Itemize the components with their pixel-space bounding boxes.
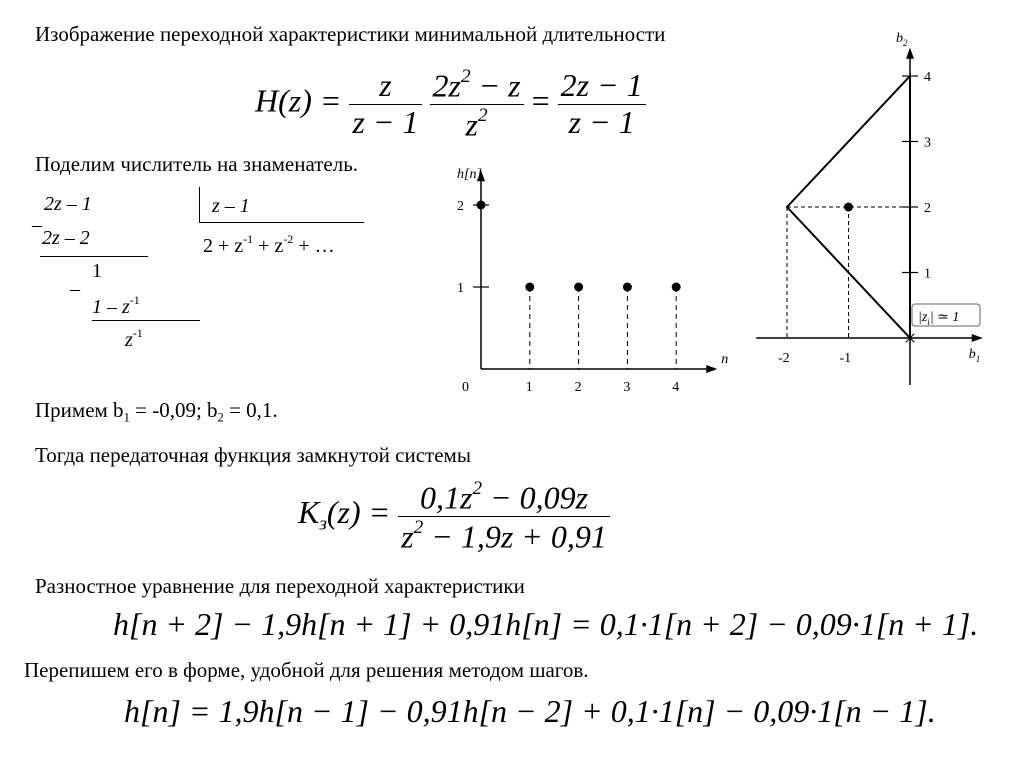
eq-h-f1-num: z — [349, 68, 421, 104]
parameter-plane-chart — [730, 25, 1024, 385]
b1-tick-label: -2 — [778, 351, 790, 366]
step-response-chart — [420, 140, 740, 410]
division-remainder-1: 1 — [92, 260, 102, 282]
eq-k-fraction — [398, 478, 610, 554]
data-point — [574, 283, 583, 292]
difference-equation: h[n + 2] − 1,9h[n + 1] + 0,91h[n] = 0,1·1[n + 2] − 0,09·1[n + 1]. — [113, 606, 979, 642]
eq-k-den: $z^2 - 1,9z + 0,91$ — [401, 516, 607, 554]
b2-tick-label: 4 — [924, 70, 931, 85]
division-minus-1: – — [32, 214, 42, 236]
eq-h-fraction-2 — [430, 66, 524, 142]
x-tick-label: 1 — [525, 380, 533, 395]
data-point — [623, 283, 632, 292]
y-axis-label: h[n] — [457, 167, 482, 183]
x-tick-label: 2 — [574, 380, 582, 395]
difference-equation-text: Разностное уравнение для переходной характеристики — [35, 574, 525, 598]
b2-axis-arrow — [906, 48, 914, 59]
accept-parameters-text: Примем $b_1 = -0,09$; $b_2 = 0,1$. — [35, 398, 278, 425]
division-subtrahend-1: 2z – 2 — [42, 227, 90, 249]
division-text: Поделим числитель на знаменатель. — [35, 152, 359, 176]
eq-h-lhs: H(z) = — [255, 82, 342, 119]
step-equation: h[n] = 1,9h[n − 1] − 0,91h[n − 2] + 0,1·1[n] − 0,09·1[n − 1]. — [124, 693, 936, 729]
b2-tick-label: 2 — [924, 201, 931, 216]
division-quotient: $2 + z^{-1} + z^{-2}$ + … — [203, 232, 335, 257]
division-bracket-vertical — [199, 187, 200, 223]
origin-label: 0 — [462, 380, 469, 395]
division-subtrahend-2: $1 - z^{-1}$ — [92, 293, 140, 318]
parameter-plane-plot — [756, 31, 983, 385]
b2-axis-label: $b_2$ — [896, 30, 908, 48]
rewrite-text: Перепишем его в форме, удобной для решения методом шагов. — [24, 658, 589, 682]
chosen-point — [844, 203, 853, 212]
division-divisor: z – 1 — [212, 195, 250, 217]
division-line-1 — [40, 256, 148, 257]
x-axis-arrow — [706, 365, 717, 373]
transfer-function-equation — [255, 66, 646, 142]
division-dividend: 2z – 1 — [44, 193, 92, 215]
eq-k-lhs: $K_з(z)$ = — [298, 494, 391, 536]
heading: Изображение переходной характеристики минимальной длительности — [35, 22, 666, 46]
eq-h-f1-den: z − 1 — [352, 103, 419, 140]
division-remainder-2: $z^{-1}$ — [125, 326, 143, 351]
annotation-text: $|z_i|$ ≃ 1 — [918, 310, 960, 327]
eq-h-equals: = — [531, 82, 550, 119]
eq-k-num: $0,1z^2 - 0,09z$ — [398, 478, 610, 517]
division-line-2 — [92, 320, 200, 321]
x-tick-label: 3 — [623, 380, 631, 395]
b2-tick-label: 1 — [924, 266, 931, 282]
x-tick-label: 4 — [672, 380, 680, 395]
data-point — [525, 283, 534, 292]
eq-h-f2-num: $2z^2 - z$ — [430, 66, 524, 105]
eq-h-fraction-3 — [558, 68, 646, 139]
b1-axis-arrow — [972, 334, 983, 342]
eq-h-fraction-1 — [349, 68, 421, 139]
eq-h-f3-den: z − 1 — [568, 103, 635, 140]
closed-system-text: Тогда передаточная функция замкнутой системы — [35, 443, 471, 467]
b1-tick-label: -1 — [839, 351, 852, 366]
eq-h-f2-den: $z^2$ — [465, 104, 488, 142]
b2-tick-label: 3 — [924, 135, 931, 151]
y-tick-label: 1 — [457, 281, 464, 296]
division-bracket-horizontal — [199, 222, 364, 223]
eq-h-f3-num: 2z − 1 — [558, 68, 646, 104]
y-tick-label: 2 — [457, 199, 464, 214]
x-axis-label: n — [721, 352, 729, 367]
data-point — [477, 201, 486, 210]
data-point — [672, 283, 681, 292]
step-response-plot — [457, 167, 728, 395]
closed-loop-transfer-equation — [298, 478, 610, 554]
division-minus-2: – — [70, 278, 80, 300]
b1-axis-label: $b_1$ — [968, 347, 981, 364]
